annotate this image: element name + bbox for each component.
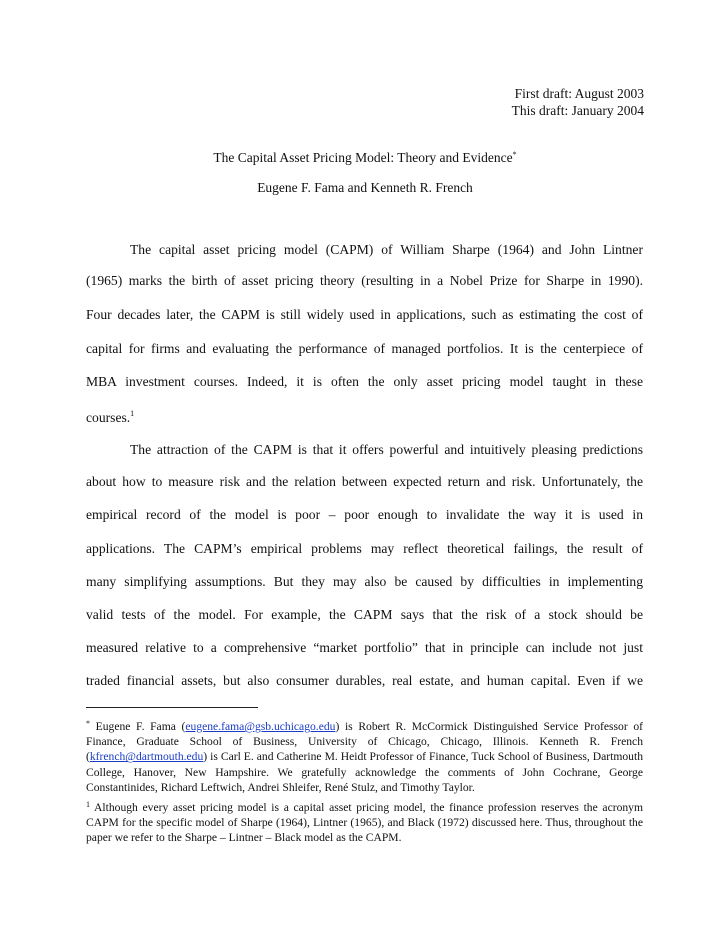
body-line: Four decades later, the CAPM is still widely used in applications, such as estimating the cost of (86, 307, 643, 322)
body-line: (1965) marks the birth of asset pricing theory (resulting in a Nobel Prize for Sharpe in 1990). (86, 273, 643, 288)
body-line: many simplifying assumptions. But they may also be caused by difficulties in implementing (86, 574, 643, 589)
footnote-star-prefix: Eugene F. Fama ( (90, 720, 186, 733)
first-draft-date: First draft: August 2003 (514, 86, 644, 101)
fama-email-link[interactable]: eugene.fama@gsb.uchicago.edu (185, 720, 336, 733)
footnote-star-middle: ) is Robert R. McCormick Distinguished Service Professor of Finance, Graduate School of Business, University of Chicago, Chicago, Illinois. Kenneth R. French ( (86, 720, 643, 764)
body-line: The attraction of the CAPM is that it offers powerful and intuitively pleasing predictions (130, 442, 643, 457)
footnote-1-text: Although every asset pricing model is a capital asset pricing model, the finance profession reserves the acronym CAPM for the specific model of Sharpe (1964), Lintner (1965), and Black (1972) discussed here. Thus, throughout the paper we refer to the Sharpe – Lintner – Black model as the CAPM. (86, 801, 643, 845)
body-line: applications. The CAPM’s empirical problems may reflect theoretical failings, the result of (86, 541, 643, 556)
body-line (86, 405, 643, 426)
footnote-star (86, 716, 643, 795)
paper-title-text: The Capital Asset Pricing Model: Theory and Evidence (213, 150, 513, 165)
this-draft-date: This draft: January 2004 (511, 103, 644, 118)
paper-authors: Eugene F. Fama and Kenneth R. French (257, 180, 473, 195)
footnote-1-marker: 1 (86, 800, 90, 809)
body-line: traded financial assets, but also consumer durables, real estate, and human capital. Even if we (86, 673, 643, 688)
body-line-text: courses. (86, 410, 131, 425)
footnote-separator (86, 707, 258, 708)
body-line: measured relative to a comprehensive “market portfolio” that in principle can include not just (86, 640, 643, 655)
footnote-ref-1[interactable]: 1 (130, 409, 135, 418)
body-line: valid tests of the model. For example, the CAPM says that the risk of a stock should be (86, 607, 643, 622)
french-email-link[interactable]: kfrench@dartmouth.edu (89, 750, 204, 764)
body-line: about how to measure risk and the relation between expected return and risk. Unfortunately, the (86, 474, 643, 489)
paper-title (86, 150, 644, 166)
body-line: capital for firms and evaluating the performance of managed portfolios. It is the centerpiece of (86, 341, 643, 356)
body-line: The capital asset pricing model (CAPM) of William Sharpe (1964) and John Lintner (130, 242, 643, 257)
body-line: MBA investment courses. Indeed, it is often the only asset pricing model taught in these (86, 374, 643, 389)
body-line: empirical record of the model is poor – poor enough to invalidate the way it is used in (86, 507, 643, 522)
footnote-1 (86, 797, 643, 846)
footnote-star-suffix: ) is Carl E. and Catherine M. Heidt Professor of Finance, Tuck School of Business, Dartmouth College, Hanover, New Hampshire. We gratefully acknowledge the comments of John Cochrane, George Constantinides, Richard Leftwich, Andrei Shleifer, René Stulz, and Timothy Taylor. (86, 750, 643, 794)
footnote-star-marker: * (86, 719, 90, 728)
title-footnote-marker: * (512, 150, 517, 159)
